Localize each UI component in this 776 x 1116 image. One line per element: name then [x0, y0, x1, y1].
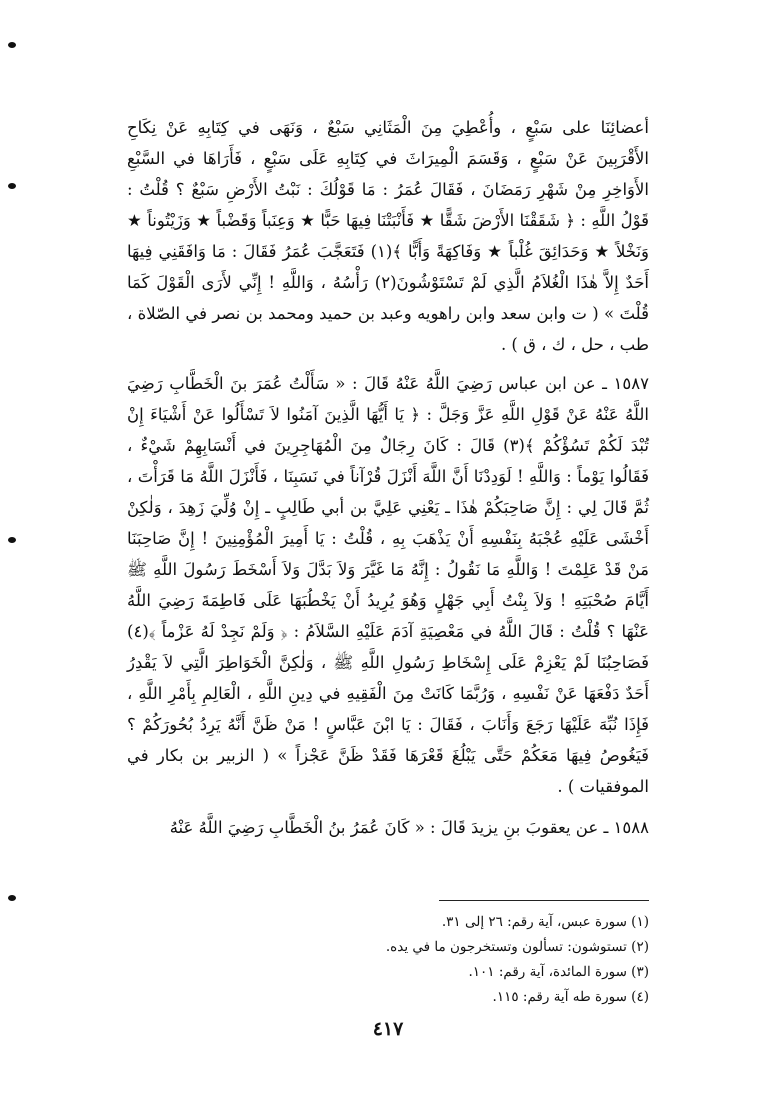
footnote-divider: [439, 900, 649, 901]
main-text: [127, 112, 649, 843]
hadith-1588: ١٥٨٨ ـ عن يعقوبَ بنِ يزيدَ قَالَ : « كَانَ عُمَرُ بنُ الْخَطَّابِ رَضِيَ اللَّهُ عَنْهُ: [169, 818, 649, 837]
paragraph-continuation: أعضائِنَا على سَبْعٍ ، وأُعْطِيَ مِنَ الْمَثَانِي سَبْعٌ ، وَنَهَى في كِتَابِهِ عَنْ نِكَاحِ الأَقْرَبِينَ عَنْ سَبْعٍ ، وَقَسَمَ الْمِيرَاثَ في كِتَابِهِ عَلَى سَبْعٍ ، فَأَرَاهَا في السَّبْعِ الأَوَاخِرِ مِنْ شَهْرِ رَمَضَانَ ، فَقَالَ عُمَرُ : مَا قَوْلُكَ : نَبْتُ الأَرْضِ سَبْعٌ ؟ قُلْتُ : قَوْلُ اللَّهِ : ﴿ شَقَقْنَا الأَرْضَ شَقًّا ★ فَأَنْبَتْنَا فِيهَا حَبًّا ★ وَعِنَباً وَقَضْباً ★ وَزَيْتُوناً ★ وَنَخْلاً ★ وَحَدَائِقَ غُلْباً ★ وَفَاكِهَةً وَأَبًّا ﴾(١) فَتَعَجَّبَ عُمَرُ فَقَالَ : مَا وَافَقَنِي فِيهَا أَحَدٌ إِلاَّ هٰذَا الْغُلاَمُ الَّذِي لَمْ تَسْتَوْشُونَ(٢) رَأْسُهُ ، وَاللَّهِ ! إِنِّي لأَرَى الْقَوْلَ كَمَا قُلْتَ » ( ت وابن سعد وابن راهويه وعبد بن حميد ومحمد بن نصر في الصّلاة ، طب ، حل ، ك ، ق ) .: [127, 118, 649, 354]
scan-mark: [8, 895, 16, 901]
footnote-1: (١) سورة عبس، آية رقم: ٢٦ إلى ٣١.: [441, 914, 649, 930]
page-number: ٤١٧: [372, 1018, 404, 1040]
footnote-4: (٤) سورة طه آية رقم: ١١٥.: [492, 989, 649, 1005]
scan-mark: [8, 537, 16, 543]
footnotes: [229, 910, 649, 1010]
scan-mark: [8, 42, 16, 48]
hadith-1587: ١٥٨٧ ـ عن ابن عباس رَضِيَ اللَّهُ عَنْهُ قَالَ : « سَأَلْتُ عُمَرَ بنَ الْخَطَّابِ رَضِيَ اللَّهُ عَنْهُ عَنْ قَوْلِ اللَّهِ عَزَّ وَجَلَّ : ﴿ يَا أَيُّهَا الَّذِينَ آمَنُوا لاَ تَسْأَلُوا عَنْ أَشْيَاءَ إِنْ تُبْدَ لَكُمْ تَسُؤْكُمْ ﴾(٣) قَالَ : كَانَ رِجَالٌ مِنَ الْمُهَاجِرِينَ في أَنْسَابِهِمْ شَيْءٌ ، فَقَالُوا يَوْماً : وَاللَّهِ ! لَوَدِدْنَا أَنَّ اللَّهَ أَنْزَلَ قُرْآناً في نَسَبِنَا ، فَأَنْزَلَ اللَّهُ مَا قَرَأْتَ ، ثُمَّ قَالَ لِي : إِنَّ صَاحِبَكُمْ هٰذَا ـ يَعْنِي عَلِيَّ بن أبي طَالِبٍ ـ إِنْ وُلِّيَ زَهِدَ ، وَلٰكِنْ أَخْشَى عَلَيْهِ عُجْبَهُ بِنَفْسِهِ أَنْ يَذْهَبَ بِهِ ، قُلْتُ : يَا أَمِيرَ الْمُؤْمِنِينَ ! إِنَّ صَاحِبَنَا مَنْ قَدْ عَلِمْتَ ! وَاللَّهِ مَا نَقُولُ : إِنَّهُ مَا غَيَّرَ وَلاَ بَدَّلَ وَلاَ أَسْخَطَ رَسُولَ اللَّهِ ﷺ أَيَّامَ صُحْبَتِهِ ! وَلاَ بِنْتُ أَبِي جَهْلٍ وَهُوَ يُرِيدُ أَنْ يَخْطُبَهَا عَلَى فَاطِمَةَ رَضِيَ اللَّهُ عَنْهَا ؟ قُلْتُ : قَالَ اللَّهُ في مَعْصِيَةِ آدَمَ عَلَيْهِ السَّلاَمُ : ﴿ وَلَمْ نَجِدْ لَهُ عَزْماً ﴾(٤) فَصَاحِبُنَا لَمْ يَعْزِمْ عَلَى إِسْخَاطِ رَسُولِ اللَّهِ ﷺ ، وَلٰكِنَّ الْخَوَاطِرَ الَّتِي لاَ يَقْدِرُ أَحَدٌ دَفْعَهَا عَنْ نَفْسِهِ ، وَرُبَّمَا كَانَتْ مِنَ الْفَقِيهِ في دِينِ اللَّهِ ، الْعَالِمِ بِأَمْرِ اللَّهِ ، فَإِذَا نُبِّهَ عَلَيْهَا رَجَعَ وَأَنَابَ ، فَقَالَ : يَا ابْنَ عَبَّاسٍ ! مَنْ ظَنَّ أَنَّهُ يَرِدُ بُحُورَكُمْ ؟ فَيَغُوصُ فِيهَا مَعَكُمْ حَتَّى يَبْلُغَ قَعْرَهَا فَقَدْ ظَنَّ عَجْزاً » ( الزبير بن بكار في الموفقيات ) .: [127, 374, 649, 796]
footnote-2: (٢) تستوشون: تسألون وتستخرجون ما في يده.: [385, 939, 649, 955]
footnote-3: (٣) سورة المائدة، آية رقم: ١٠١.: [468, 964, 649, 980]
scan-mark: [8, 183, 16, 189]
